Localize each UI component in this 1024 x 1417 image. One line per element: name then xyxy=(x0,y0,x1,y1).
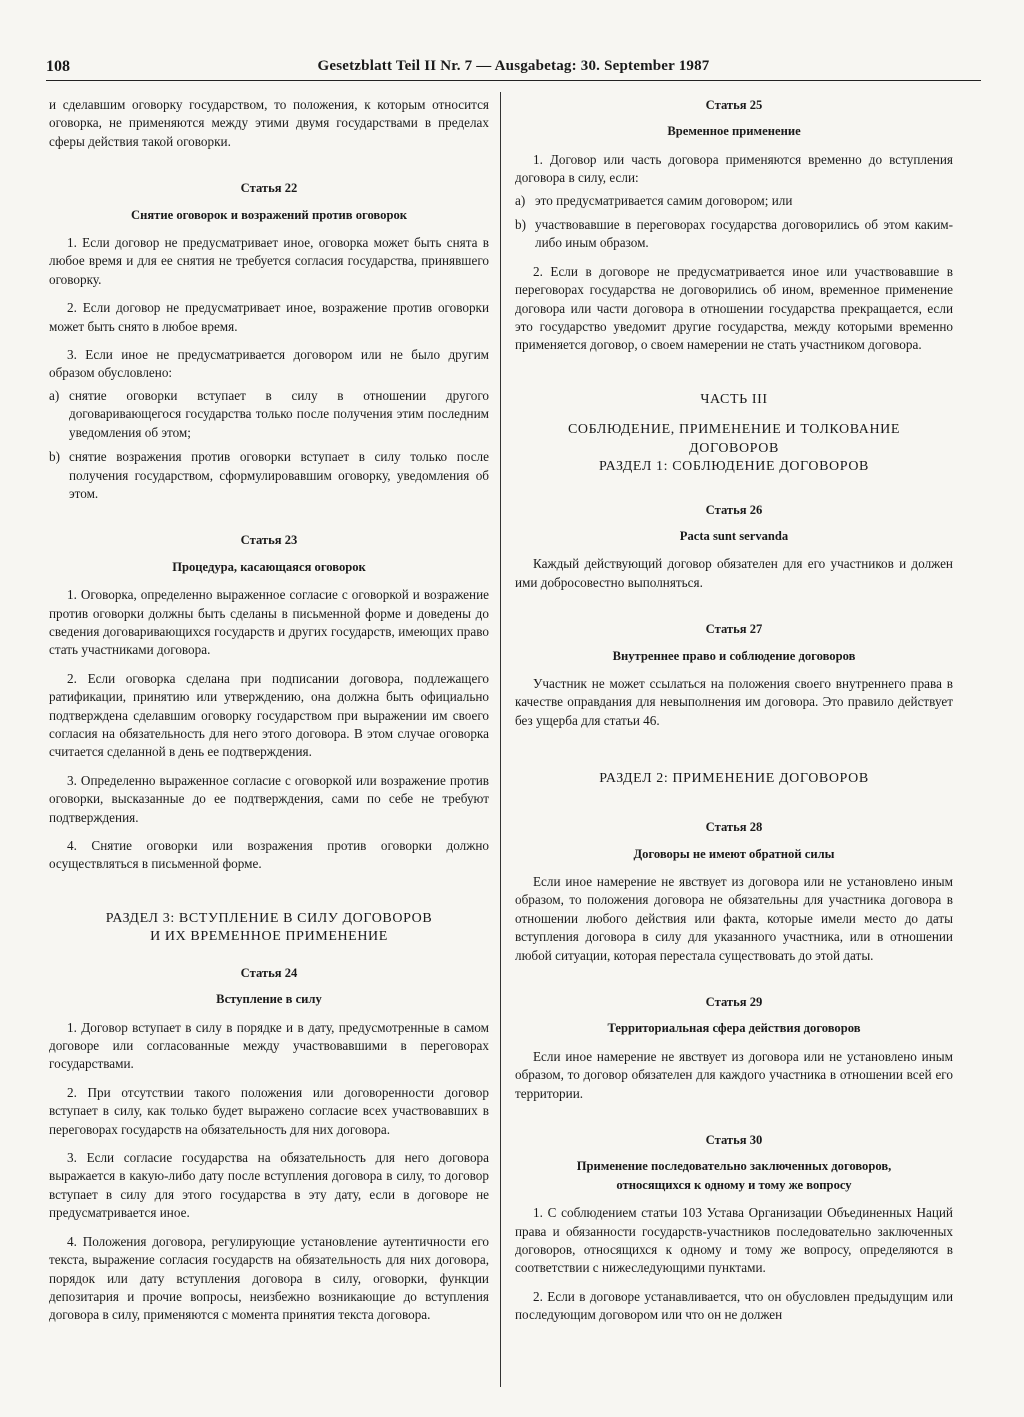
section-3-line-2: И ИХ ВРЕМЕННОЕ ПРИМЕНЕНИЕ xyxy=(150,928,388,944)
article-25-number: Статья 25 xyxy=(705,98,763,112)
article-28-title: Договоры не имеют обратной силы xyxy=(633,846,835,861)
article-23-paragraph-2: 2. Если оговорка сделана при подписании договора, подлежащего ратификации, принятию или утверждению, она должна быть официально подтверждена сделавшим оговорку государством при выражении им своего согласия на обязательность для него этого договора. В этом случае оговорка считается сделанной в день ее подтверждения. xyxy=(49,670,489,760)
list-text: снятие возражения против оговорки вступает в силу только после получения государством, сформулировавшим оговорку, уведомления об этом. xyxy=(69,449,489,501)
article-22-title: Снятие оговорок и возражений против оговорок xyxy=(130,207,408,222)
list-text: это предусматривается самим договором; или xyxy=(535,192,793,208)
left-column xyxy=(49,96,489,1335)
list-marker: b) xyxy=(515,217,526,233)
intro-paragraph: и сделавшим оговорку государством, то положения, к которым относится оговорка, не применяются между этими двумя государствами в пределах сферы действия такой оговорки. xyxy=(49,97,489,149)
article-25-item-a xyxy=(515,192,953,210)
page-header xyxy=(46,58,981,82)
part-3-heading xyxy=(515,391,953,477)
part-3-line-1: СОБЛЮДЕНИЕ, ПРИМЕНЕНИЕ И ТОЛКОВАНИЕ xyxy=(567,422,901,438)
article-24-paragraph-3: 3. Если согласие государства на обязательность для него договора выражается в какую-либо дату после вступления договора в силу, то договор вступает в силу для этого государства в эту дату, если в договоре не предусматривается иное. xyxy=(49,1150,489,1221)
list-marker: b) xyxy=(49,449,60,465)
article-22-paragraph-2: 2. Если договор не предусматривает иное, возражение против оговорки может быть снято в любое время. xyxy=(49,300,489,334)
article-24-paragraph-4: 4. Положения договора, регулирующие установление аутентичности его текста, выражение согласия государств на обязательность для них договора, порядок или дату вступления договора в силу, оговорки, функции депозитария и прочие вопросы, неизбежно возникающие до вступления договора в силу, применяются с момента принятия текста договора. xyxy=(49,1233,489,1323)
header-rule xyxy=(46,80,981,81)
article-22-paragraph-3: 3. Если иное не предусматривается договором или не было другим образом обусловлено: xyxy=(49,347,489,381)
list-text: снятие оговорки вступает в силу в отношении другого договаривающегося государства только после получения этим последним уведомления об этом; xyxy=(69,387,489,440)
article-29-paragraph-1: Если иное намерение не явствует из договора или не установлено иным образом, то договор обязателен для каждого участника в отношении всей его территории. xyxy=(515,1048,953,1101)
right-column xyxy=(515,96,953,1335)
article-23-paragraph-1: 1. Оговорка, определенно выраженное согласие с оговоркой и возражение против оговорки должны быть сделаны в письменной форме и доведены до сведения договаривающихся государств и других государств, имеющих право стать участниками договора. xyxy=(49,587,489,658)
article-30-title-line-2: относящихся к одному и тому же вопросу xyxy=(616,1177,852,1192)
article-23-paragraph-3: 3. Определенно выраженное согласие с оговоркой или возражение против оговорки, высказанные до ее подтверждения, сами по себе не требуют подтверждения. xyxy=(49,772,489,825)
article-30-title-line-1: Применение последовательно заключенных договоров, xyxy=(576,1159,892,1174)
part-3-line-2: ДОГОВОРОВ xyxy=(689,440,779,456)
article-25-title: Временное применение xyxy=(667,124,801,139)
article-28-number: Статья 28 xyxy=(705,820,763,835)
article-30-number: Статья 30 xyxy=(705,1133,763,1148)
article-26-title: Pacta sunt servanda xyxy=(679,528,789,543)
article-22-paragraph-1: 1. Если договор не предусматривает иное, оговорка может быть снята в любое время и для ее снятия не требуется согласия государства, принявшего оговорку. xyxy=(49,235,489,287)
article-22-item-a xyxy=(49,387,489,442)
article-25-paragraph-1: 1. Договор или часть договора применяются временно до вступления договора в силу, если: xyxy=(515,151,953,186)
part-3-line-3: РАЗДЕЛ 1: СОБЛЮДЕНИЕ ДОГОВОРОВ xyxy=(599,459,869,475)
article-26-number: Статья 26 xyxy=(705,502,763,517)
article-25-item-b xyxy=(515,216,953,253)
article-24-number: Статья 24 xyxy=(240,965,298,980)
article-30-title xyxy=(515,1157,953,1194)
article-29-number: Статья 29 xyxy=(705,995,763,1009)
part-3-label: ЧАСТЬ III xyxy=(700,391,768,407)
article-22-item-b xyxy=(49,448,489,503)
article-24-paragraph-2: 2. При отсутствии такого положения или договоренности договор вступает в силу, как только будет выражено согласие всех участвовавших в переговорах государств на обязательность для них договора. xyxy=(49,1084,489,1137)
list-marker: a) xyxy=(49,387,60,403)
article-28-paragraph-1: Если иное намерение не явствует из договора или не установлено иным образом, то положения договора не обязательны для участника договора в отношении любого действия или факта, которые имели место до даты вступления договора в силу для указанного участника, или в отношении любой ситуации, которая перестала существовать до этой даты. xyxy=(515,873,953,963)
article-25-paragraph-2: 2. Если в договоре не предусматривается иное или участвовавшие в переговорах государства не договорились об ином, временное применение договора или части договора в отношении государства прекращается, если это государство уведомит другие государства, между которыми временно применяется договор, о своем намерении не стать участником договора. xyxy=(515,263,953,353)
article-29-title: Территориальная сфера действия договоров xyxy=(607,1021,861,1036)
running-head: Gesetzblatt Teil II Nr. 7 — Ausgabetag: 30. September 1987 xyxy=(317,58,710,74)
page-number: 108 xyxy=(46,58,70,75)
article-22-number: Статья 22 xyxy=(240,181,298,196)
article-27-number: Статья 27 xyxy=(705,622,763,637)
article-27-title: Внутреннее право и соблюдение договоров xyxy=(612,648,856,663)
article-24-paragraph-1: 1. Договор вступает в силу в порядке и в дату, предусмотренные в самом договоре или согласованные между участвовавшими в переговорах государствами. xyxy=(49,1019,489,1072)
article-23-paragraph-4: 4. Снятие оговорки или возражения против оговорки должно осуществляться в письменной форме. xyxy=(49,838,489,872)
list-marker: a) xyxy=(515,192,526,208)
article-23-number: Статья 23 xyxy=(240,533,298,548)
section-3-heading xyxy=(49,910,489,946)
list-text: участвовавшие в переговорах государства договорились об этом каким-либо иным образом. xyxy=(535,217,953,251)
article-27-paragraph-1: Участник не может ссылаться на положения своего внутреннего права в качестве оправдания для невыполнения им договора. Это правило действует без ущерба для статьи 46. xyxy=(515,675,953,728)
column-divider xyxy=(500,92,501,1387)
article-24-title: Вступление в силу xyxy=(216,992,322,1007)
article-26-paragraph-1: Каждый действующий договор обязателен для его участников и должен ими добросовестно выполняться. xyxy=(515,556,953,590)
section-3-line-1: РАЗДЕЛ 3: ВСТУПЛЕНИЕ В СИЛУ ДОГОВОРОВ xyxy=(105,910,433,926)
article-30-paragraph-1: 1. С соблюдением статьи 103 Устава Организации Объединенных Наций права и обязанности государств-участников последовательно заключенных договоров, относящихся к одному и тому же вопросу, определяются в соответствии с нижеследующими пунктами. xyxy=(515,1205,953,1276)
article-23-title: Процедура, касающаяся оговорок xyxy=(172,559,366,574)
section-2-heading: РАЗДЕЛ 2: ПРИМЕНЕНИЕ ДОГОВОРОВ xyxy=(599,771,869,787)
article-30-paragraph-2: 2. Если в договоре устанавливается, что он обусловлен предыдущим или последующим договором или что он не должен xyxy=(515,1288,953,1323)
